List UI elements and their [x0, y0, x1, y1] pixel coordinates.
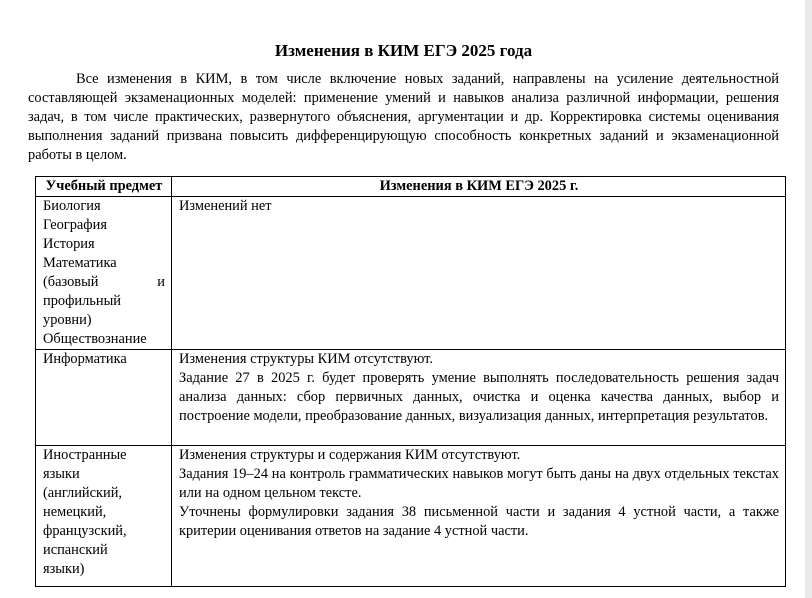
document-page [28, 40, 779, 587]
subject-name: Биология [43, 198, 101, 214]
change-text: Задания 19–24 на контроль грамматических навыков могут быть даны на двух отдельных текстах или на одном цельном тексте. [179, 466, 779, 501]
subject-name: французский, [43, 523, 127, 539]
changes-cell [172, 350, 786, 446]
change-text: Задание 27 в 2025 г. будет проверять умение выполнять последовательность решения задач анализа данных: сбор первичных данных, очистка и оценка качества данных, выбор и построение модели, преобразование данных, визуализация данных, интерпретация результатов. [179, 370, 779, 424]
document-title: Изменения в КИМ ЕГЭ 2025 года [274, 41, 533, 60]
subject-name: Обществознание [43, 331, 147, 347]
changes-cell [172, 197, 786, 350]
subject-name: География [43, 217, 107, 233]
subject-name: испанский [43, 542, 108, 558]
changes-table [35, 176, 786, 587]
subject-name: История [43, 236, 95, 252]
subject-name: Информатика [43, 351, 127, 367]
change-text: Уточнены формулировки задания 38 письменной части и задания 4 устной части, а также критерии оценивания ответов на задание 4 устной части. [179, 504, 779, 539]
change-text: Изменения структуры КИМ отсутствуют. [179, 351, 433, 367]
subject-name: профильный [43, 293, 121, 309]
header-changes: Изменения в КИМ ЕГЭ 2025 г. [172, 177, 786, 197]
changes-cell [172, 446, 786, 587]
subject-name: уровни) [43, 312, 92, 328]
header-subject: Учебный предмет [36, 177, 172, 197]
subject-name: немецкий, [43, 504, 107, 520]
table-row [36, 446, 786, 587]
table-row [36, 350, 786, 446]
change-text: Изменений нет [179, 198, 272, 214]
subject-cell [36, 197, 172, 350]
subject-name: языки) [43, 561, 85, 577]
intro-paragraph: Все изменения в КИМ, в том числе включение новых заданий, направлены на усиление деятельностной составляющей экзаменационных моделей: применение умений и навыков анализа различной информации, решения задач, в том числе практических, развернутого объяснения, аргументации и др. Корректировка системы оценивания выполнения заданий призвана повысить дифференцирующую способность конкретных заданий и экзаменационной работы в целом. [28, 71, 779, 163]
subject-name: Иностранные [43, 447, 127, 463]
subject-name: (английский, [43, 485, 123, 501]
subject-cell [36, 350, 172, 446]
table-row [36, 197, 786, 350]
subject-name: Математика [43, 255, 117, 271]
subject-cell [36, 446, 172, 587]
vertical-scrollbar[interactable] [805, 0, 812, 598]
change-text: Изменения структуры и содержания КИМ отсутствуют. [179, 447, 521, 463]
subject-name: языки [43, 466, 80, 482]
table-header-row [36, 177, 786, 197]
subject-name: (базовый и [43, 274, 165, 290]
